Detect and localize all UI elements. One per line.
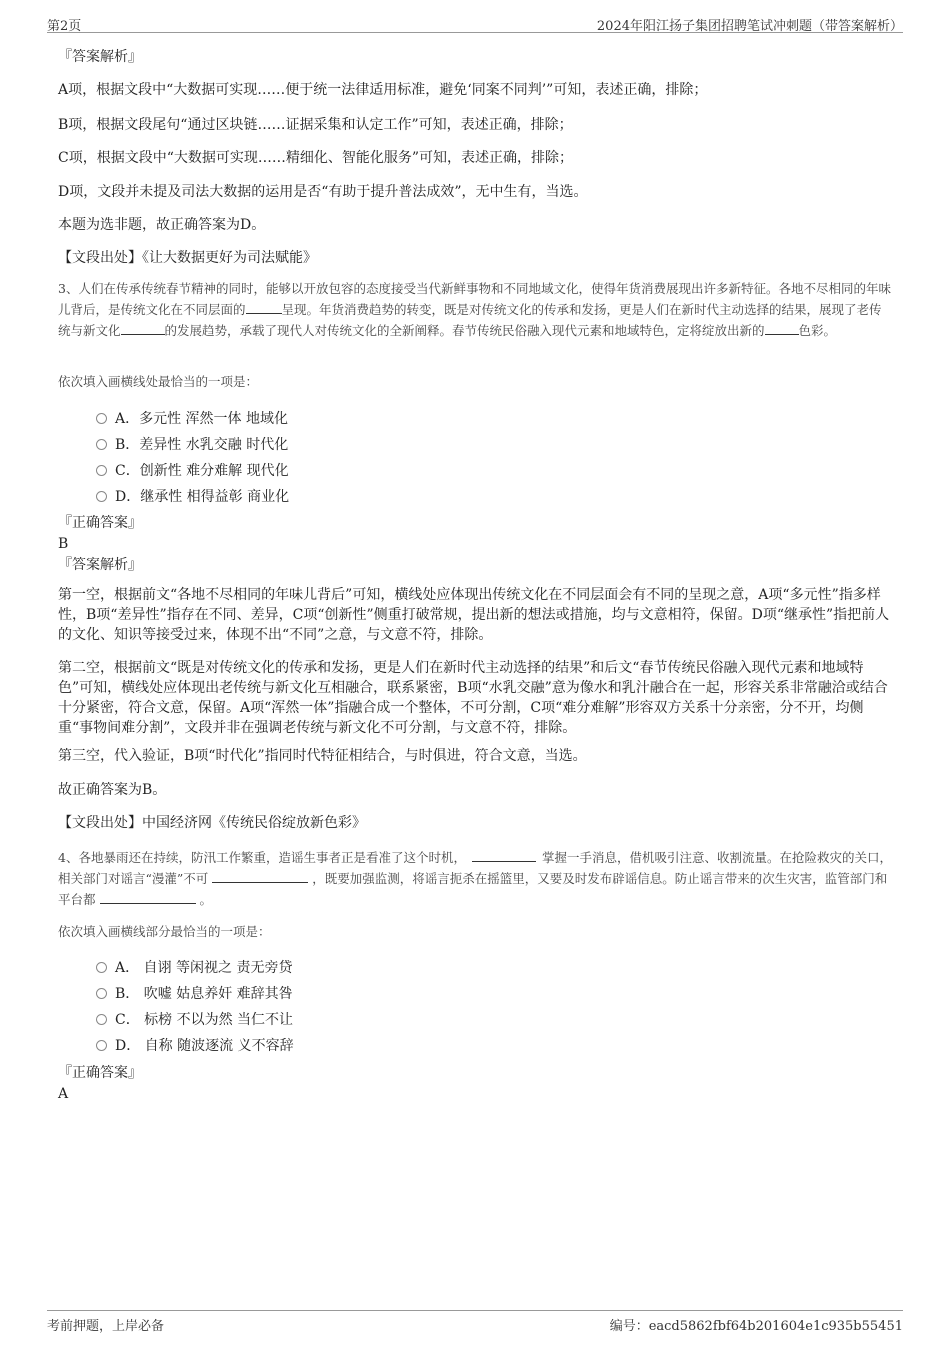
page-header (47, 12, 903, 33)
q4-blank-3 (100, 889, 196, 904)
q3-analysis-para-3: 第三空，代入验证，B项“时代化”指同时代特征相结合，与时俱进，符合文意，当选。 (58, 748, 587, 764)
q2-conclusion: 本题为选非题，故正确答案为D。 (58, 217, 266, 233)
q3-analysis-para-1: 第一空，根据前文“各地不尽相同的年味儿背后”可知，横线处应体现出传统文化在不同层面会有不同的呈现之意，A项“多元性”指多样性，B项“差异性”指存在不同、差异，C项“创新性”侧重打破常规，提出新的想法或措施，均与文意相符，保留。D项“继承性”指把前人的文化、知识等接受过来，体现不出“不同”之意，与文意不符，排除。 (58, 587, 890, 643)
q3-answer-label: 『正确答案』 (58, 515, 142, 531)
radio-icon[interactable] (96, 988, 107, 999)
radio-icon[interactable] (96, 1014, 107, 1025)
q4-blank-1 (472, 847, 536, 862)
q3-analysis-para-2: 第二空，根据前文“既是对传统文化的传承和发扬，更是人们在新时代主动选择的结果”和后文“春节传统民俗融入现代元素和地域特色”可知，横线处应体现出老传统与新文化互相融合，联系紧密，B项“水乳交融”意为像水和乳汁融合在一起，形容关系非常融洽或结合十分紧密，符合文意，保留。A项“浑然一体”指融合成一个整体，不可分割，C项“难分难解”形容双方关系十分亲密，分不开，均侧重“事物间难分割”，文段并非在强调老传统与新文化不可分割，与文意不符，排除。 (58, 660, 888, 736)
radio-icon[interactable] (96, 465, 107, 476)
q2-analysis-b: B项，根据文段尾句“通过区块链……证据采集和认定工作”可知，表述正确，排除； (58, 117, 573, 133)
page-number: 第2页 (47, 19, 82, 34)
q4-prompt: 依次填入画横线部分最恰当的一项是： (58, 924, 271, 939)
radio-icon[interactable] (96, 962, 107, 973)
radio-icon[interactable] (96, 439, 107, 450)
q3-blank-1 (246, 299, 282, 314)
q4-blank-2 (212, 868, 308, 883)
q2-analysis-label: 『答案解析』 (58, 49, 142, 65)
document-id: 编号：eacd5862fbf64b201604e1c935b55451 (609, 1319, 903, 1334)
q2-analysis-c: C项，根据文段中“大数据可实现……精细化、智能化服务”可知，表述正确，排除； (58, 150, 574, 166)
q3-conclusion: 故正确答案为B。 (58, 782, 167, 798)
q4-option-a[interactable]: A． 自诩 等闲视之 责无旁贷 (96, 958, 292, 978)
q2-source: 【文段出处】《让大数据更好为司法赋能》 (58, 250, 317, 266)
q3-option-d[interactable]: D．继承性 相得益彰 商业化 (96, 487, 289, 507)
page-footer (47, 1310, 903, 1334)
q4-option-d[interactable]: D． 自称 随波逐流 义不容辞 (96, 1036, 294, 1056)
q3-option-b[interactable]: B．差异性 水乳交融 时代化 (96, 435, 288, 455)
q2-analysis-d: D项，文段并未提及司法大数据的运用是否“有助于提升普法成效”，无中生有，当选。 (58, 184, 588, 200)
q3-stem: 3、人们在传承传统春节精神的同时，能够以开放包容的态度接受当代新鲜事物和不同地域文化，使得年货消费展现出许多新特征。各地不尽相同的年味儿背后，是传统文化在不同层面的 呈现。年货消费趋势的转变，既是对传统文化的传承和发扬，更是人们在新时代主动选择的结果，展现了老传统与新文化 的发展趋势，承载了现代人对传统文化的全新阐释。春节传统民俗融入现代元素和地域特色，定将绽放出新的 色彩。 (58, 281, 891, 338)
q3-prompt: 依次填入画横线处最恰当的一项是： (58, 374, 259, 389)
footer-slogan: 考前押题，上岸必备 (47, 1319, 165, 1334)
q4-option-b[interactable]: B． 吹嘘 姑息养奸 难辞其咎 (96, 984, 293, 1004)
radio-icon[interactable] (96, 1040, 107, 1051)
q4-answer-label: 『正确答案』 (58, 1065, 142, 1081)
radio-icon[interactable] (96, 491, 107, 502)
q3-analysis-label: 『答案解析』 (58, 557, 142, 573)
q3-blank-3 (765, 320, 799, 335)
q4-option-c[interactable]: C． 标榜 不以为然 当仁不让 (96, 1010, 293, 1030)
q4-stem: 4、各地暴雨还在持续，防汛工作繁重，造谣生事者正是看准了这个时机， 掌握一手消息，借机吸引注意、收割流量。在抢险救灾的关口，相关部门对谣言“漫灌”不可 ，既要加强监测，将谣言扼杀在摇篮里，又要及时发布辟谣信息。防止谣言带来的次生灾害，监管部门和平台都 。 (58, 847, 894, 910)
document-title: 2024年阳江扬子集团招聘笔试冲刺题（带答案解析） (596, 19, 903, 34)
q3-source: 【文段出处】中国经济网《传统民俗绽放新色彩》 (58, 815, 366, 831)
q3-option-a[interactable]: A．多元性 浑然一体 地域化 (96, 409, 288, 429)
q3-blank-2 (121, 320, 165, 335)
q3-answer: B (58, 536, 69, 552)
q3-option-c[interactable]: C．创新性 难分难解 现代化 (96, 461, 289, 481)
radio-icon[interactable] (96, 413, 107, 424)
q2-analysis-a: A项，根据文段中“大数据可实现……便于统一法律适用标准，避免‘同案不同判’”可知，表述正确，排除； (58, 82, 708, 98)
q4-answer: A (58, 1086, 69, 1102)
